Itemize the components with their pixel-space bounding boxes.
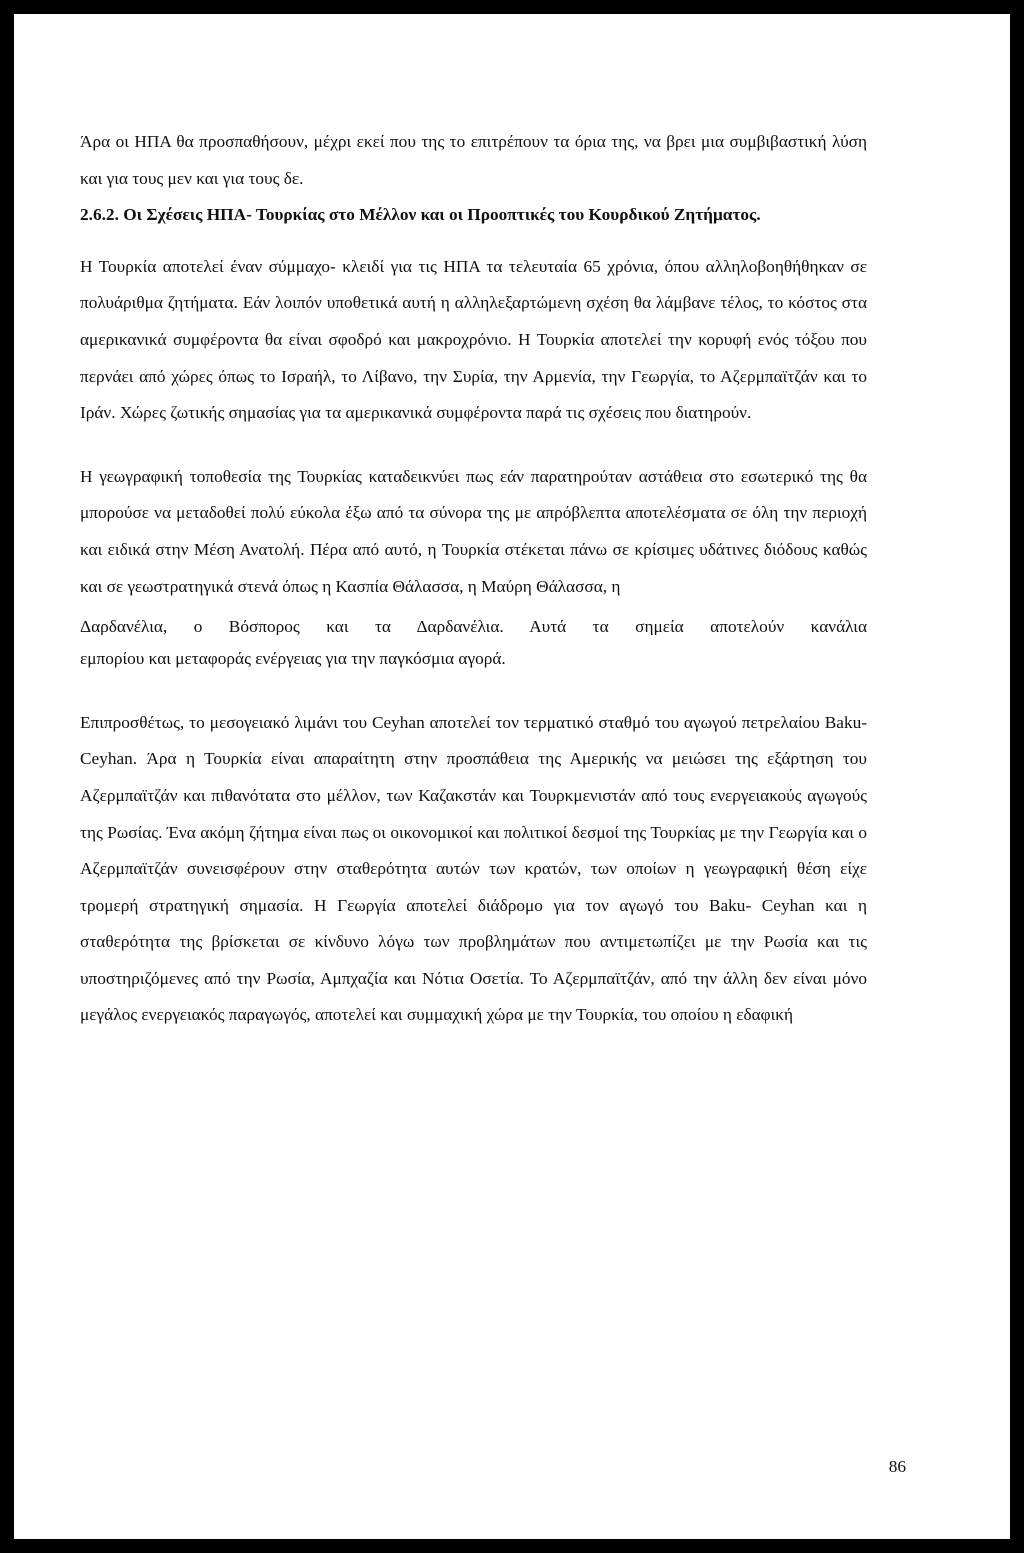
document-page bbox=[14, 14, 1010, 1539]
section-heading: 2.6.2. Οι Σχέσεις ΗΠΑ- Τουρκίας στο Μέλλον και οι Προοπτικές του Κουρδικού Ζητήματος. bbox=[80, 205, 761, 225]
paragraph-3 bbox=[80, 459, 867, 678]
clipped-text-line bbox=[80, 619, 867, 635]
paragraph-1: Άρα οι ΗΠΑ θα προσπαθήσουν, μέχρι εκεί που της το επιτρέπουν τα όρια της, να βρει μια συμβιβαστική λύση και για τους μεν και για τους δε. bbox=[80, 132, 867, 188]
paragraph-4: Επιπροσθέτως, το μεσογειακό λιμάνι του Ceyhan αποτελεί τον τερματικό σταθμό του αγωγού πετρελαίου Baku- Ceyhan. Άρα η Τουρκία είναι απαραίτητη στην προσπάθεια της Αμερικής να μειώσει της εξάρτηση του Αζερμπαϊτζάν και πιθανότατα στο μέλλον, των Καζακστάν και Τουρκμενιστάν από τους ενεργειακούς αγωγούς της Ρωσίας. Ένα ακόμη ζήτημα είναι πως οι οικονομικοί και πολιτικοί δεσμοί της Τουρκίας με την Γεωργία και ο Αζερμπαϊτζάν συνεισφέρουν στην σταθερότητα αυτών των κρατών, των οποίων η γεωγραφική θέση είχε τρομερή στρατηγική σημασία. Η Γεωργία αποτελεί διάδρομο για τον αγωγό του Baku- Ceyhan και η σταθερότητα της βρίσκεται σε κίνδυνο λόγω των προβλημάτων που αντιμετωπίζει με την Ρωσία και τις υποστηριζόμενες από την Ρωσία, Αμπχαζία και Νότια Οσετία. Το Αζερμπαϊτζάν, από την άλλη δεν είναι μόνο μεγάλος ενεργειακός παραγωγός, αποτελεί και συμμαχική χώρα με την Τουρκία, του οποίου η εδαφική bbox=[80, 712, 867, 1025]
paragraph-3-end: εμπορίου και μεταφοράς ενέργειας για την παγκόσμια αγορά. bbox=[80, 649, 506, 669]
document-body bbox=[80, 124, 867, 1034]
paragraph-3-start: Η γεωγραφική τοποθεσία της Τουρκίας καταδεικνύει πως εάν παρατηρούταν αστάθεια στο εσωτερικό της θα μπορούσε να μεταδοθεί πολύ εύκολα έξω από τα σύνορα της με απρόβλεπτα αποτελέσματα σε όλη την περιοχή και ειδικά στην Μέση Ανατολή. Πέρα από αυτό, η Τουρκία στέκεται πάνω σε κρίσιμες υδάτινες διόδους καθώς και σε γεωστρατηγικά στενά όπως η Κασπία Θάλασσα, η Μαύρη Θάλασσα, η bbox=[80, 466, 867, 596]
page-number: 86 bbox=[888, 1457, 906, 1476]
paragraph-2: Η Τουρκία αποτελεί έναν σύμμαχο- κλειδί για τις ΗΠΑ τα τελευταία 65 χρόνια, όπου αλληλοβοηθήθηκαν σε πολυάριθμα ζητήματα. Εάν λοιπόν υποθετικά αυτή η αλληλεξαρτώμενη σχέση θα λάμβανε τέλος, το κόστος στα αμερικανικά συμφέροντα θα είναι σφοδρό και μακροχρόνιο. Η Τουρκία αποτελεί την κορυφή ενός τόξου που περνάει από χώρες όπως το Ισραήλ, το Λίβανο, την Συρία, την Αρμενία, την Γεωργία, το Αζερμπαϊτζάν και το Ιράν. Χώρες ζωτικής σημασίας για τα αμερικανικά συμφέροντα παρά τις σχέσεις που διατηρούν. bbox=[80, 256, 867, 423]
clipped-text: Δαρδανέλια, ο Βόσπορος και τα Δαρδανέλια. Αυτά τα σημεία αποτελούν κανάλια bbox=[80, 619, 867, 636]
